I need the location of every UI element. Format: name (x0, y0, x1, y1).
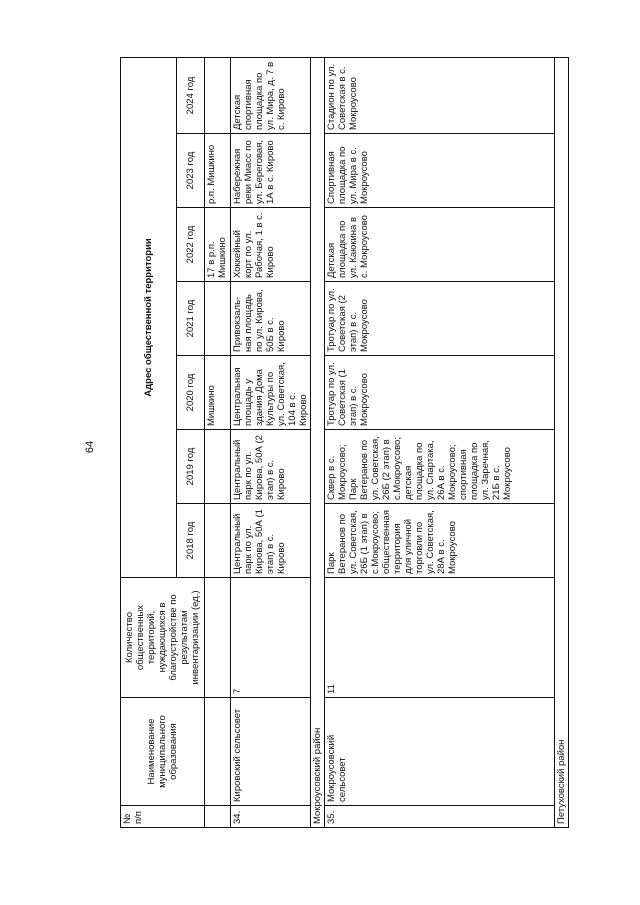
header-year: 2018 год (177, 504, 205, 578)
header-year: 2019 год (177, 430, 205, 504)
district-heading: Петуховский район (555, 57, 569, 827)
address-2020: Центральная площадь у здания Дома Культуры по ул. Советская, 104 в с. Кирово (231, 356, 311, 430)
address-2020: Тротуар по ул. Советская (1 этап) в с. Мокроусово (325, 356, 555, 430)
address-2019: Центральный парк по ул. Кирова, 50А (2 этап) в с. Кирово (231, 430, 311, 504)
header-num: № п/п (121, 806, 205, 828)
address-2019: Сквер в с. Мокроусово; Парк Ветеранов по ул. Советская, 26Б (2 этап) в с.Мокроусово; детская площадка по ул. Спартака, 26А в с. Мокроусово; спортивная площадка по ул. Заречная, 21Б в с. Мокроусово (325, 430, 555, 504)
address-2024: Стадион по ул. Советская в с. Мокроусово (325, 57, 555, 133)
table-cell (205, 504, 231, 578)
district-heading: Мокроусовский район (311, 57, 325, 827)
rotated-page-content (120, 58, 620, 828)
municipality-name: Кировский сельсовет (231, 698, 311, 806)
municipality-name: Мокроусовский сельсовет (325, 698, 555, 806)
table-cell: 17 в р.п. Мишкино (205, 208, 231, 282)
table-row-kirovsky (231, 57, 311, 827)
header-address: Адрес общественной территории (121, 57, 177, 577)
table-cell (205, 57, 231, 133)
territory-count: 7 (231, 578, 311, 698)
row-number: 34. (231, 806, 311, 828)
header-year: 2024 год (177, 57, 205, 133)
group-row-mokrousovsky (311, 57, 325, 827)
address-2023: Набережная реки Миасс по ул. Береговая, 1А в с. Кирово (231, 134, 311, 208)
header-count: Количество общественных территорий, нуждающихся в благоустройстве по результатам инвентаризации (ед.) (121, 578, 205, 698)
page-number: 64 (84, 440, 97, 454)
row-number: 35. (325, 806, 555, 828)
table-cell (205, 806, 231, 828)
address-2021: Привокзаль-ная площадь по ул. Кирова, 50Б в с. Кирово (231, 282, 311, 356)
table-cell (205, 698, 231, 806)
table-cell (205, 430, 231, 504)
table-cell (205, 578, 231, 698)
table-row-mokrousovsky (325, 57, 555, 827)
address-2021: Тротуар по ул. Советская (2 этап) в с. Мокроусово (325, 282, 555, 356)
territory-count: 11 (325, 578, 555, 698)
header-year: 2021 год (177, 282, 205, 356)
public-territories-table (120, 57, 569, 828)
table-cell: р.п. Мишкино (205, 134, 231, 208)
group-row-petukhovsky (555, 57, 569, 827)
address-2024: Детская спортивная площадка по ул. Мира, д. 7 в с. Кирово (231, 57, 311, 133)
header-year: 2020 год (177, 356, 205, 430)
header-name: Наименование муниципального образования (121, 698, 205, 806)
header-year: 2023 год (177, 134, 205, 208)
table-row-continuation (205, 57, 231, 827)
address-2023: Спортивная площадка по ул. Мира в с. Мокроусово (325, 134, 555, 208)
address-2018: Парк Ветеранов по ул. Советская, 26Б (1 этап) в с.Мокроусово; общественная территория для уличной торговли по ул. Советская, 28А в с. Мокроусово (325, 504, 555, 578)
header-year: 2022 год (177, 208, 205, 282)
address-2022: Хоккейный корт по ул. Рабочая, 1 в с. Кирово (231, 208, 311, 282)
address-2022: Детская площадка по ул. Каюкина в с. Мокроусово (325, 208, 555, 282)
table-cell: Мишкино (205, 356, 231, 430)
header-row (121, 57, 177, 827)
address-2018: Центральный парк по ул. Кирова, 50А (1 этап) в с. Кирово (231, 504, 311, 578)
table-cell (205, 282, 231, 356)
